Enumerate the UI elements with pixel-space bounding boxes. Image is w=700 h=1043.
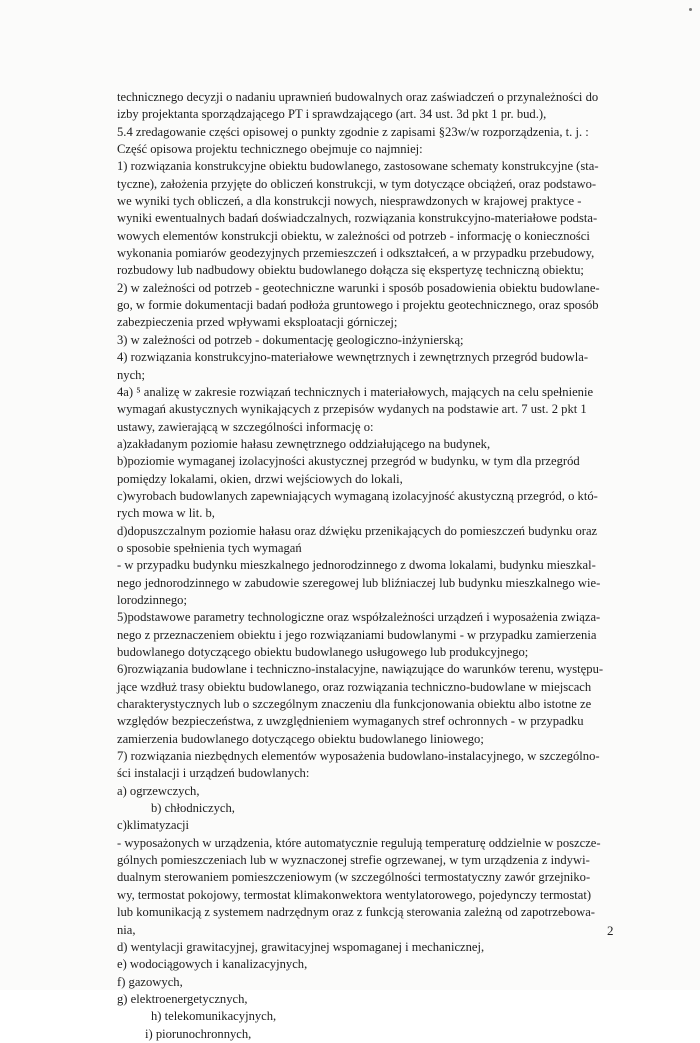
text-line: 5)podstawowe parametry technologiczne oraz współzależności urządzeń i wyposażenia związa-	[117, 610, 601, 625]
text-line: d) wentylacji grawitacyjnej, grawitacyjnej wspomaganej i mechanicznej,	[117, 939, 485, 954]
text-line: - w przypadku budynku mieszkalnego jednorodzinnego z dwoma lokalami, budynku mieszkal-	[117, 558, 596, 573]
text-line: wowych elementów konstrukcji obiektu, w zależności od potrzeb - informację o konieczności	[117, 228, 590, 243]
text-line: nego z przeznaczeniem obiektu i jego rozwiązaniami budowlanymi - w przypadku zamierzenia	[117, 627, 597, 642]
text-line: 4a) ⁵ analizę w zakresie rozwiązań technicznych i materiałowych, mających na celu spełnienie	[117, 384, 594, 399]
text-line: technicznego decyzji o nadaniu uprawnień budowalnych oraz zaświadczeń o przynależności do	[117, 90, 599, 104]
text-line: e) wodociągowych i kanalizacyjnych,	[117, 957, 308, 972]
page-number: 2	[607, 923, 614, 938]
text-line: o sposobie spełnienia tych wymagań	[117, 540, 302, 555]
text-line: f) gazowych,	[117, 974, 183, 989]
text-line: we wyniki tych obliczeń, a dla konstrukcji nowych, niesprawdzonych w krajowej praktyce -	[117, 194, 582, 209]
text-line: dualnym sterowaniem pomieszczeniowym (w szczególności termostatyczny zawór grzejniko-	[117, 870, 591, 885]
text-line: 4) rozwiązania konstrukcyjno-materiałowe wewnętrznych i zewnętrznych przegród budowla-	[117, 350, 589, 365]
text-line: ustawy, zawierającą w szczególności informację o:	[117, 419, 374, 434]
text-line: budowlanego dotyczącego obiektu budowlanego usługowego lub produkcyjnego;	[117, 645, 529, 659]
text-line: charakterystycznych lub o szczególnym znaczeniu dla funkcjonowania obiektu albo istotne ze	[117, 697, 592, 712]
text-line: tyczne), założenia przyjęte do obliczeń konstrukcji, w tym dotyczące obciążeń, oraz podstawo-	[117, 176, 597, 191]
text-line: rozbudowy lub nadbudowy obiektu budowlanego dołącza się ekspertyzę techniczną obiektu;	[117, 263, 584, 278]
text-line: b)poziomie wymaganej izolacyjności akustycznej przegród w budynku, w tym dla przegród	[117, 454, 580, 469]
text-line: nych;	[117, 367, 145, 382]
text-line: c)klimatyzacji	[117, 818, 190, 833]
text-line: 6)rozwiązania budowlane i techniczno-instalacyjne, nawiązujące do warunków terenu, występu-	[117, 662, 604, 677]
text-line: g) elektroenergetycznych,	[117, 991, 248, 1006]
text-line: 1) rozwiązania konstrukcyjne obiektu budowlanego, zastosowane schematy konstrukcyjne (sta-	[117, 159, 599, 174]
text-line: 7) rozwiązania niezbędnych elementów wyposażenia budowlano-instalacyjnego, w szczególno-	[117, 749, 600, 764]
text-line: gólnych pomieszczeniach lub w wyznaczonej strefie ogrzewanej, w tym urządzenia z indywi-	[117, 853, 590, 868]
text-line: b) chłodniczych,	[151, 801, 235, 816]
text-line: rych mowa w lit. b,	[117, 506, 215, 521]
text-line: ści instalacji i urządzeń budowlanych:	[117, 766, 310, 781]
text-line: wyniki ewentualnych badań doświadczalnych, rozwiązania konstrukcyjno-materiałowe podsta-	[117, 211, 598, 226]
text-line: go, w formie dokumentacji badań podłoża gruntowego i projektu geotechnicznego, oraz sposób	[117, 298, 599, 313]
text-line: pomiędzy lokalami, okien, drzwi wejściowych do lokali,	[117, 471, 403, 486]
text-line: a) ogrzewczych,	[117, 783, 200, 798]
text-line: wy, termostat pokojowy, termostat klimakonwektora wentylatorowego, pojedynczy termostat)	[117, 887, 592, 902]
text-line: nego jednorodzinnego w zabudowie szeregowej lub bliźniaczej lub budynku mieszkalnego wie-	[117, 575, 601, 590]
text-line: nia,	[117, 922, 136, 937]
text-line: zabezpieczenia przed wpływami eksploatacji górniczej;	[117, 315, 398, 330]
text-line: 5.4 zredagowanie części opisowej o punkty zgodnie z zapisami §23w/w rozporządzenia, t. j. :	[117, 124, 589, 139]
text-line: - wyposażonych w urządzenia, które automatycznie regulują temperaturę oddzielnie w poszcze-	[117, 835, 601, 850]
text-line: c)wyrobach budowlanych zapewniających wymaganą izolacyjność akustyczną przegród, o któ-	[117, 488, 598, 503]
text-line: Część opisowa projektu technicznego obejmuje co najmniej:	[117, 142, 423, 157]
text-line: wykonania pomiarów geodezyjnych przemieszczeń i odkształceń, a w przypadku przebudowy,	[117, 246, 595, 261]
body-text	[117, 89, 615, 1043]
text-line: h) telekomunikacyjnych,	[151, 1009, 277, 1024]
text-line: 3) w zależności od potrzeb - dokumentację geologiczno-inżynierską;	[117, 332, 464, 347]
text-line: izby projektanta sporządzającego PT i sprawdzającego (art. 34 ust. 3d pkt 1 pr. bud.),	[117, 107, 547, 122]
text-line: d)dopuszczalnym poziomie hałasu oraz dźwięku przenikających do pomieszczeń budynku oraz	[117, 523, 598, 538]
scan-dot	[689, 8, 692, 11]
text-line: zamierzenia budowlanego dotyczącego obiektu budowlanego liniowego;	[117, 731, 484, 746]
text-line: 2) w zależności od potrzeb - geotechniczne warunki i sposób posadowienia obiektu budowlane-	[117, 280, 600, 295]
text-line: wymagań akustycznych wynikających z przepisów wydanych na podstawie art. 7 ust. 2 pkt 1	[117, 402, 587, 417]
text-line: lorodzinnego;	[117, 592, 187, 607]
text-line: a)zakładanym poziomie hałasu zewnętrznego oddziałującego na budynek,	[117, 436, 491, 451]
text-line: lub komunikacją z systemem nadrzędnym oraz z funkcją sterowania zależną od zapotrzebowa-	[117, 905, 596, 920]
text-line: i) piorunochronnych,	[145, 1026, 252, 1041]
text-line: jące wzdłuż trasy obiektu budowlanego, oraz rozwiązania techniczno-budowlane w miejscach	[117, 679, 592, 694]
text-line: względów bezpieczeństwa, z uwzględnieniem wymaganych stref ochronnych - w przypadku	[117, 714, 584, 729]
